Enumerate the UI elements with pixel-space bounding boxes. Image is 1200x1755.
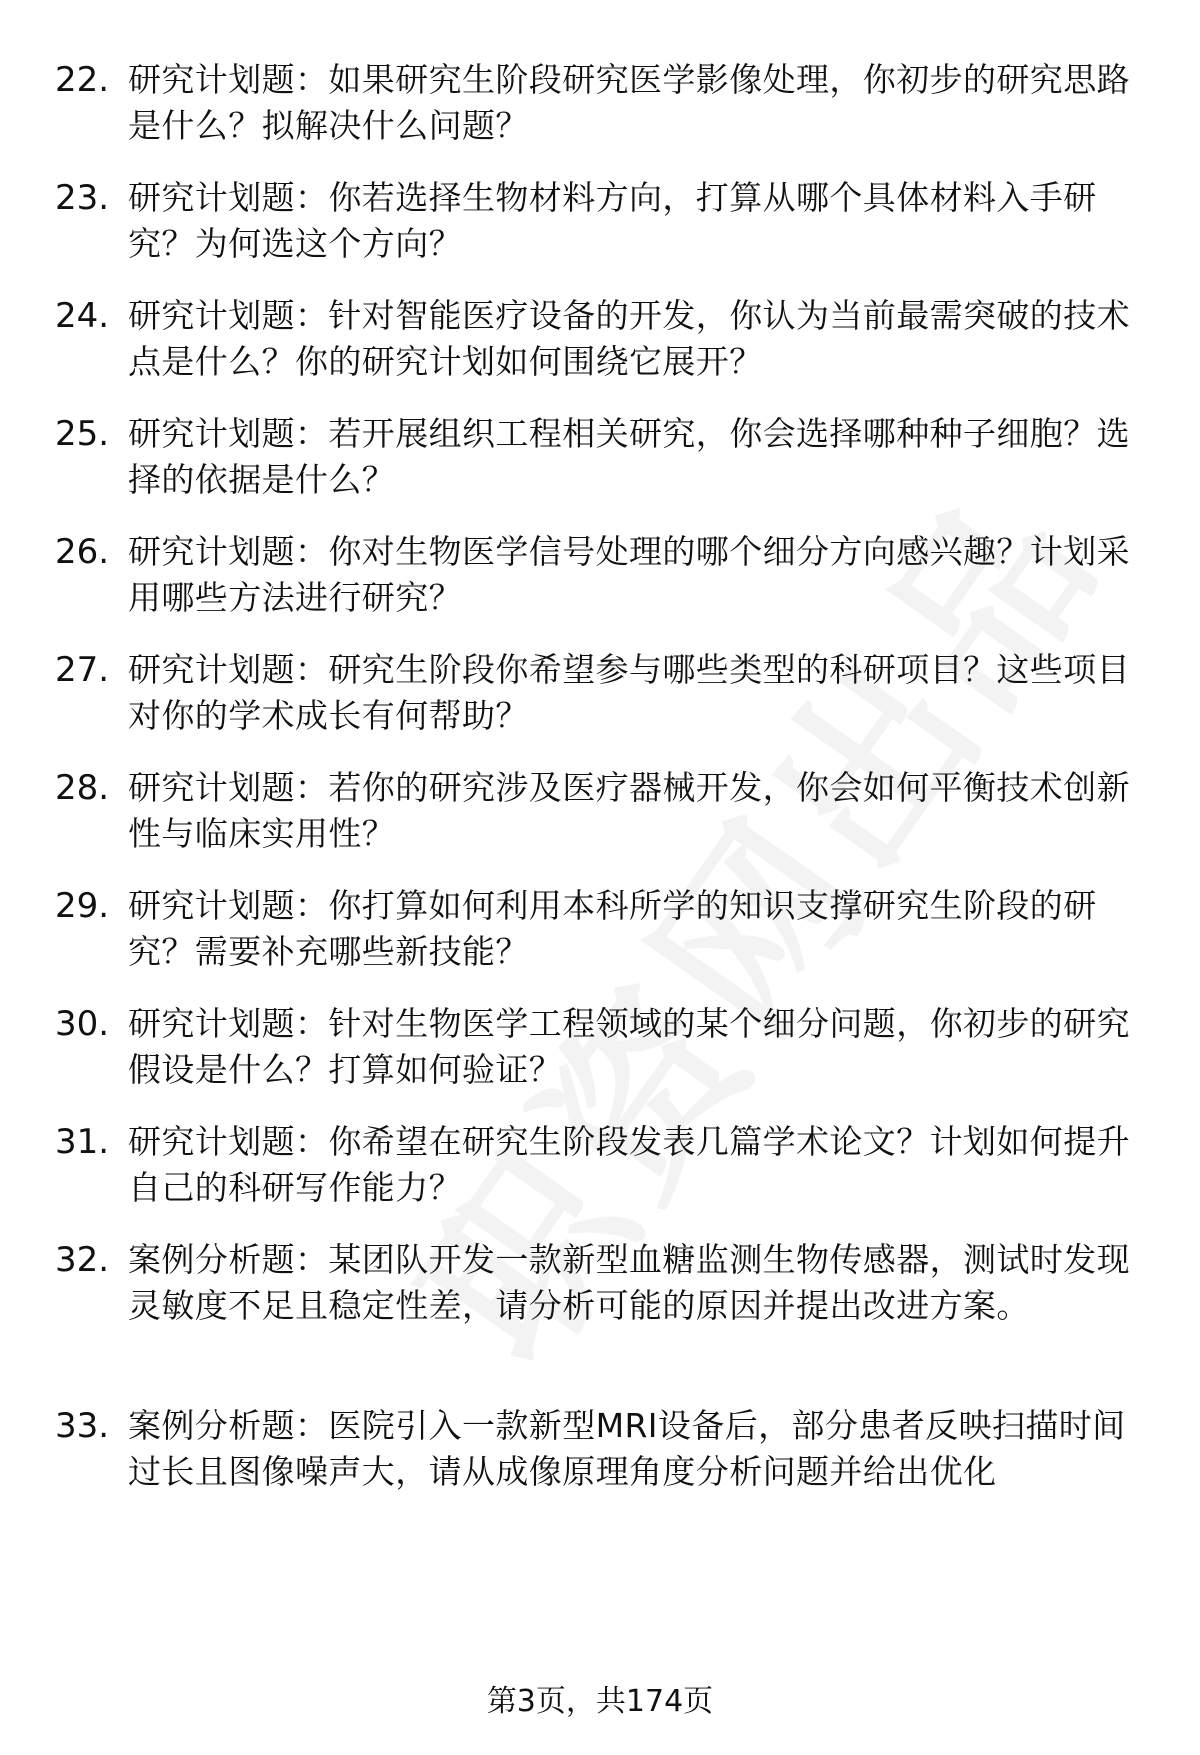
question-text: 研究计划题：研究生阶段你希望参与哪些类型的科研项目？这些项目对你的学术成长有何帮助？ [128, 650, 1130, 735]
question-number: 32. [55, 1240, 110, 1280]
question-number: 25. [55, 414, 110, 454]
page-footer: 第3页，共174页 [486, 1684, 714, 1719]
question-number: 22. [55, 60, 110, 100]
question-number: 31. [55, 1122, 110, 1162]
question-text: 案例分析题：某团队开发一款新型血糖监测生物传感器，测试时发现灵敏度不足且稳定性差，请分析可能的原因并提出改进方案。 [128, 1240, 1130, 1325]
question-text: 案例分析题：医院引入一款新型MRI设备后，部分患者反映扫描时间过长且图像噪声大，请从成像原理角度分析问题并给出优化 [128, 1406, 1126, 1491]
question-text: 研究计划题：你希望在研究生阶段发表几篇学术论文？计划如何提升自己的科研写作能力？ [128, 1122, 1130, 1207]
question-text: 研究计划题：若开展组织工程相关研究，你会选择哪种种子细胞？选择的依据是什么？ [128, 414, 1130, 499]
question-number: 23. [55, 178, 110, 218]
question-text: 研究计划题：如果研究生阶段研究医学影像处理，你初步的研究思路是什么？拟解决什么问题？ [128, 60, 1130, 145]
question-number: 24. [55, 296, 110, 336]
question-text: 研究计划题：若你的研究涉及医疗器械开发，你会如何平衡技术创新性与临床实用性？ [128, 768, 1130, 853]
question-text: 研究计划题：你打算如何利用本科所学的知识支撑研究生阶段的研究？需要补充哪些新技能？ [128, 886, 1097, 971]
question-number: 29. [55, 886, 110, 926]
question-number: 33. [55, 1406, 110, 1446]
question-number: 30. [55, 1004, 110, 1044]
question-number: 26. [55, 532, 110, 572]
question-number: 28. [55, 768, 110, 808]
question-text: 研究计划题：你若选择生物材料方向，打算从哪个具体材料入手研究？为何选这个方向？ [128, 178, 1097, 263]
question-text: 研究计划题：针对生物医学工程领域的某个细分问题，你初步的研究假设是什么？打算如何验证？ [128, 1004, 1130, 1089]
question-text: 研究计划题：针对智能医疗设备的开发，你认为当前最需突破的技术点是什么？你的研究计划如何围绕它展开？ [128, 296, 1130, 381]
question-number: 27. [55, 650, 110, 690]
question-text: 研究计划题：你对生物医学信号处理的哪个细分方向感兴趣？计划采用哪些方法进行研究？ [128, 532, 1130, 617]
